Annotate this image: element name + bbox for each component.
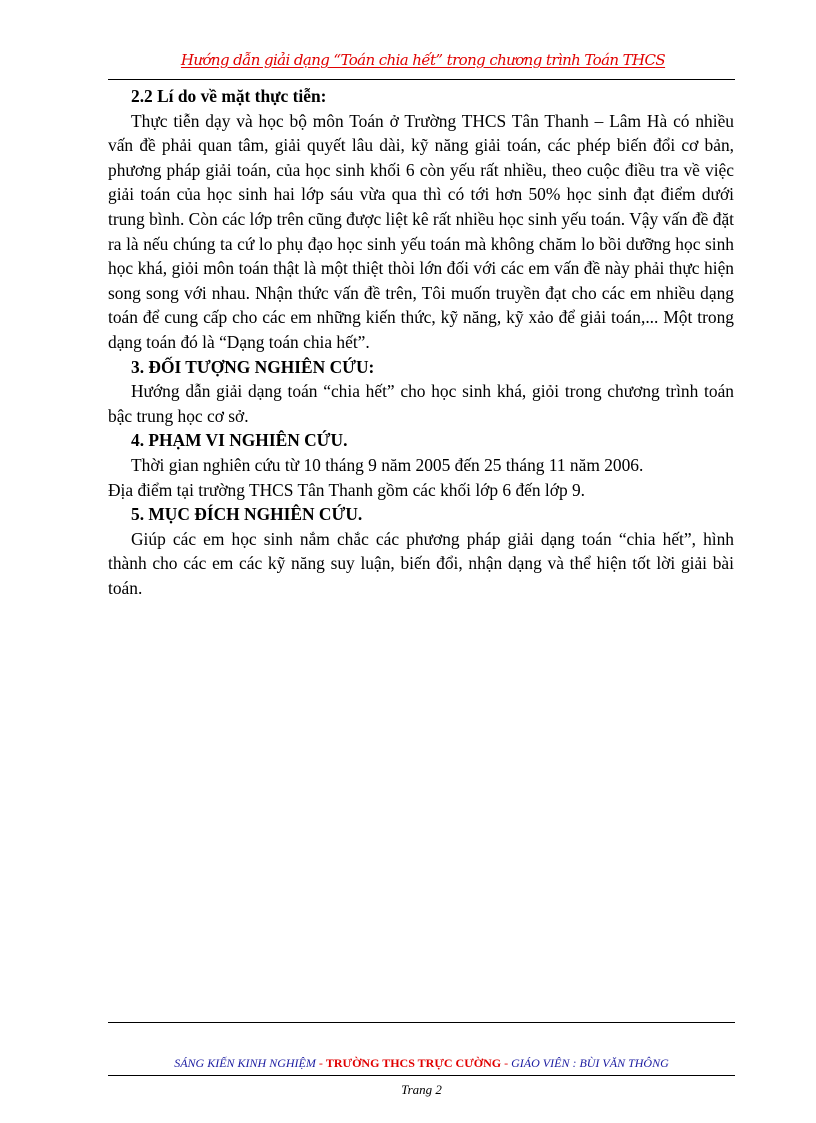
section-2-2-paragraph: Thực tiễn dạy và học bộ môn Toán ở Trường THCS Tân Thanh – Lâm Hà có nhiều vấn đề phải quan tâm, giải quyết lâu dài, kỹ năng giải toán, các phép biến đổi cơ bản, phương pháp giải toán, của học sinh khối 6 còn yếu rất nhiều, theo cuộc điều tra về việc giải toán của học sinh hai lớp sáu vừa qua thì có tới hơn 50% học sinh đạt điểm dưới trung bình. Còn các lớp trên cũng được liệt kê rất nhiều học sinh yếu toán. Vậy vấn đề đặt ra là nếu chúng ta cứ lo phụ đạo học sinh yếu toán mà không chăm lo bồi dưỡng học sinh học khá, giỏi môn toán thật là một thiệt thòi lớn đối với các em vấn đề này phải thực hiện song song với nhau. Nhận thức vấn đề trên, Tôi muốn truyền đạt cho các em nhiều dạng toán để cung cấp cho các em những kiến thức, kỹ năng, kỹ xảo để giải toán,... Một trong dạng toán đó là “Dạng toán chia hết”. [108, 110, 734, 352]
section-5-heading: 5. MỤC ĐÍCH NGHIÊN CỨU. [131, 504, 363, 525]
section-4-heading: 4. PHẠM VI NGHIÊN CỨU. [131, 430, 348, 451]
section-2-2-heading: 2.2 Lí do về mặt thực tiễn: [131, 86, 327, 106]
section-4-paragraph-time: Thời gian nghiên cứu từ 10 tháng 9 năm 2005 đến 25 tháng 11 năm 2006. [131, 454, 644, 475]
footer-separator-2: - [501, 1056, 512, 1070]
section-5-paragraph: Giúp các em học sinh nắm chắc các phương pháp giải dạng toán “chia hết”, hình thành cho các em các kỹ năng suy luận, biến đổi, nhận dạng và thể hiện tốt lời giải bài toán. [108, 528, 734, 598]
footer-line [108, 1056, 735, 1071]
section-3-paragraph: Hướng dẫn giải dạng toán “chia hết” cho học sinh khá, giỏi trong chương trình toán bậc trung học cơ sở. [108, 381, 734, 426]
section-4-paragraph-location: Địa điểm tại trường THCS Tân Thanh gồm các khối lớp 6 đến lớp 9. [108, 479, 586, 500]
section-3-heading: 3. ĐỐI TƯỢNG NGHIÊN CỨU: [131, 356, 375, 377]
footer-teacher-name: GIÁO VIÊN : BÙI VĂN THÔNG [511, 1056, 669, 1070]
footer-divider-top [108, 1022, 735, 1023]
footer-separator-1: - [315, 1056, 326, 1070]
document-body [108, 84, 734, 600]
header-title: Hướng dẫn giải dạng “Toán chia hết” trong chương trình Toán THCS [180, 51, 666, 69]
footer-divider-bottom [108, 1075, 735, 1076]
page-number: Trang 2 [401, 1082, 442, 1097]
footer-initiative-label: SÁNG KIẾN KINH NGHIỆM [174, 1056, 316, 1070]
header-divider [108, 79, 735, 80]
footer-school-name: TRƯỜNG THCS TRỰC CƯỜNG [325, 1056, 502, 1070]
